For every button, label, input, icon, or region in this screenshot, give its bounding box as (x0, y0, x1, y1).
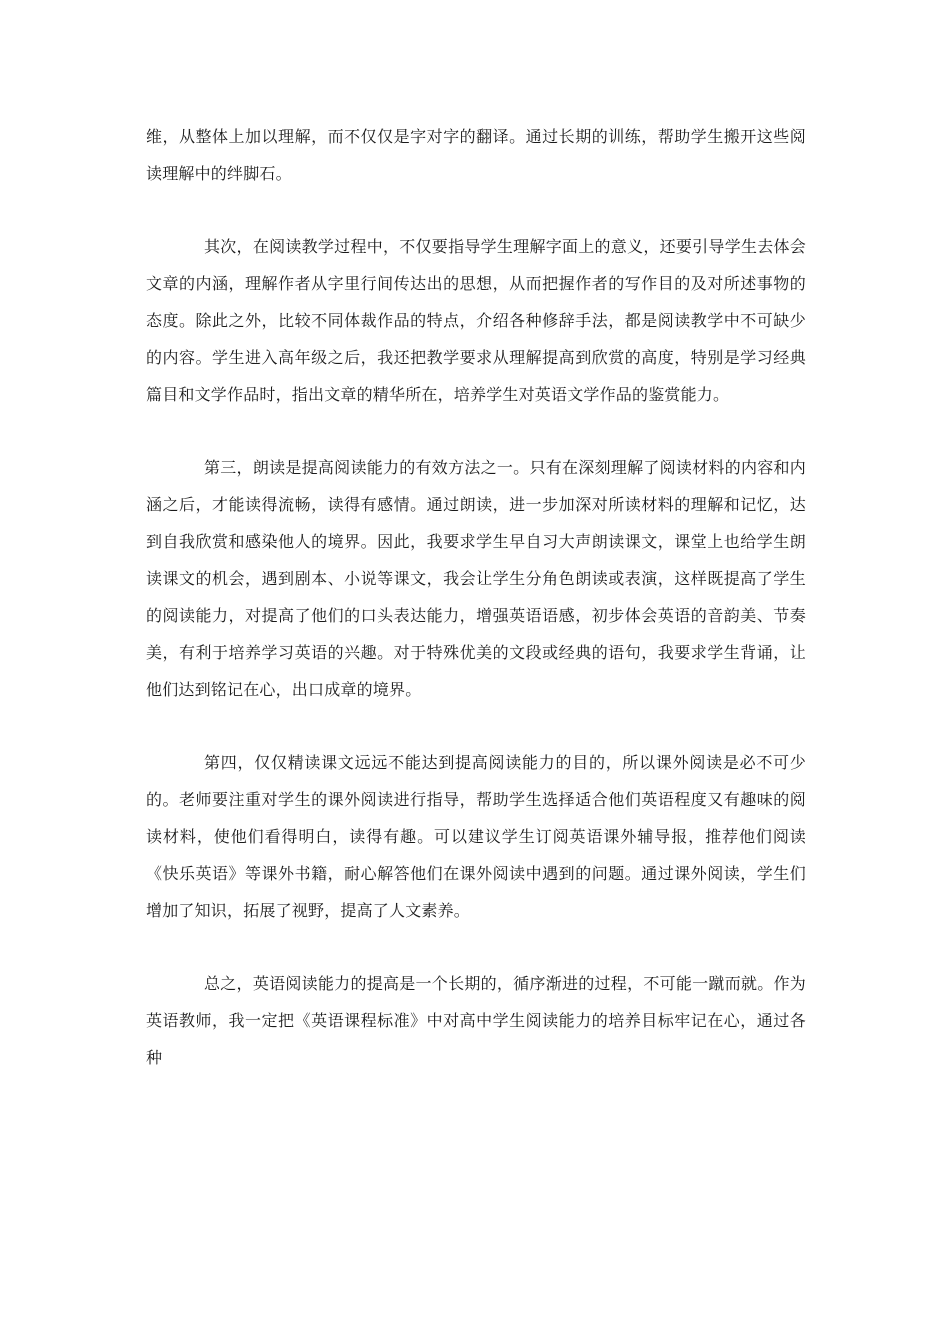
document-body (146, 118, 806, 1112)
paragraph-fourth: 第四，仅仅精读课文远远不能达到提高阅读能力的目的，所以课外阅读是必不可少的。老师要注重对学生的课外阅读进行指导，帮助学生选择适合他们英语程度又有趣味的阅读材料，使他们看得明白，读得有趣。可以建议学生订阅英语课外辅导报，推荐他们阅读《快乐英语》等课外书籍，耐心解答他们在课外阅读中遇到的问题。通过课外阅读，学生们增加了知识，拓展了视野，提高了人文素养。 (146, 753, 806, 920)
paragraph-third: 第三，朗读是提高阅读能力的有效方法之一。只有在深刻理解了阅读材料的内容和内涵之后，才能读得流畅，读得有感情。通过朗读，进一步加深对所读材料的理解和记忆，达到自我欣赏和感染他人的境界。因此，我要求学生早自习大声朗读课文，课堂上也给学生朗读课文的机会，遇到剧本、小说等课文，我会让学生分角色朗读或表演，这样既提高了学生的阅读能力，对提高了他们的口头表达能力，增强英语语感，初步体会英语的音韵美、节奏美，有利于培养学习英语的兴趣。对于特殊优美的文段或经典的语句，我要求学生背诵，让他们达到铭记在心，出口成章的境界。 (146, 458, 806, 699)
paragraph-conclusion: 总之，英语阅读能力的提高是一个长期的，循序渐进的过程，不可能一蹴而就。作为英语教师，我一定把《英语课程标准》中对高中学生阅读能力的培养目标牢记在心，通过各种 (146, 974, 806, 1067)
paragraph-second: 其次，在阅读教学过程中，不仅要指导学生理解字面上的意义，还要引导学生去体会文章的内涵，理解作者从字里行间传达出的思想，从而把握作者的写作目的及对所述事物的态度。除此之外，比较不同体裁作品的特点，介绍各种修辞手法，都是阅读教学中不可缺少的内容。学生进入高年级之后，我还把教学要求从理解提高到欣赏的高度，特别是学习经典篇目和文学作品时，指出文章的精华所在，培养学生对英语文学作品的鉴赏能力。 (146, 237, 806, 404)
paragraph-continuation: 维，从整体上加以理解，而不仅仅是字对字的翻译。通过长期的训练，帮助学生搬开这些阅读理解中的绊脚石。 (146, 127, 806, 183)
